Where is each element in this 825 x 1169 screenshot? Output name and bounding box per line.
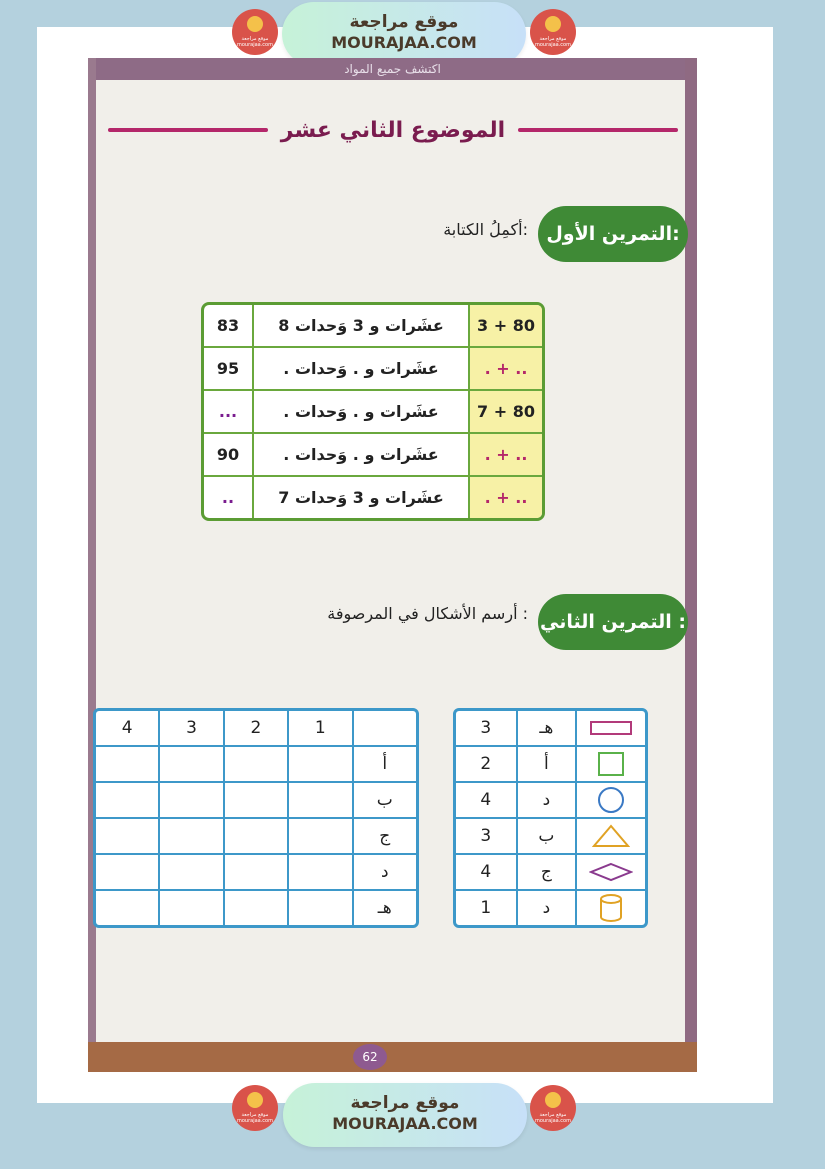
shape-cell xyxy=(575,747,645,783)
shape-row xyxy=(456,891,645,925)
shape-number: 3 xyxy=(456,819,516,855)
number-cell[interactable]: ... xyxy=(204,391,252,434)
grid-col-header: 4 xyxy=(96,711,158,747)
grid-row xyxy=(96,855,416,891)
triangle-icon xyxy=(592,823,630,849)
grid-col-header: 1 xyxy=(287,711,351,747)
number-cell[interactable]: 90 xyxy=(204,434,252,477)
shape-cell xyxy=(575,711,645,747)
shape-number: 4 xyxy=(456,783,516,819)
grid-cell[interactable] xyxy=(287,855,351,891)
grid-cell[interactable] xyxy=(223,747,287,783)
shape-letter: أ xyxy=(516,747,576,783)
grid-cell[interactable] xyxy=(96,819,158,855)
grid-row-header: د xyxy=(352,855,417,891)
exercise1-label: التمرين الأول: xyxy=(538,206,688,262)
grid-row xyxy=(96,747,416,783)
grid-header-row xyxy=(96,711,416,747)
exercise1-instruction: أكمِلُ الكتابة: xyxy=(443,220,528,239)
grid-cell[interactable] xyxy=(223,783,287,819)
grid-row xyxy=(96,891,416,925)
words-cell[interactable]: . عشَرات و . وَحدات xyxy=(252,391,468,434)
exercise1-table xyxy=(201,302,545,521)
shape-cell xyxy=(575,819,645,855)
topic-title-block xyxy=(108,116,678,146)
shape-letter: ب xyxy=(516,819,576,855)
words-cell[interactable]: . عشَرات و . وَحدات xyxy=(252,348,468,391)
shape-row xyxy=(456,855,645,891)
grid-cell[interactable] xyxy=(158,891,222,925)
cylinder-icon xyxy=(598,893,624,923)
drawing-grid xyxy=(93,708,419,928)
grid-row-header: أ xyxy=(352,747,417,783)
table-row xyxy=(204,348,542,391)
words-cell[interactable]: 7 عشَرات و 3 وَحدات xyxy=(252,477,468,518)
expression-cell[interactable]: . + .. xyxy=(468,434,542,477)
exercise2-label: التمرين الثاني : xyxy=(538,594,688,650)
number-cell[interactable]: 83 xyxy=(204,305,252,348)
table-row xyxy=(204,305,542,348)
number-cell[interactable]: .. xyxy=(221,488,235,507)
shape-row xyxy=(456,711,645,747)
grid-cell[interactable] xyxy=(158,783,222,819)
page-right-edge xyxy=(685,58,697,1072)
grid-row xyxy=(96,819,416,855)
grid-row-header: ب xyxy=(352,783,417,819)
grid-row-header: ج xyxy=(352,819,417,855)
shape-number: 3 xyxy=(456,711,516,747)
table-row xyxy=(204,391,542,434)
site-domain: MOURAJAA.COM xyxy=(331,33,477,52)
rectangle-icon xyxy=(589,719,633,737)
topic-title: الموضوع الثاني عشر xyxy=(280,118,506,143)
expression-cell[interactable]: . + .. xyxy=(468,477,542,518)
site-banner-bottom[interactable] xyxy=(283,1083,527,1147)
shape-number: 2 xyxy=(456,747,516,783)
shape-row xyxy=(456,819,645,855)
site-logo-left-bottom[interactable]: موقع مراجعة mourajaa.com xyxy=(232,1085,278,1131)
grid-cell[interactable] xyxy=(158,747,222,783)
site-banner-top[interactable] xyxy=(282,2,526,66)
grid-cell[interactable] xyxy=(223,855,287,891)
exercise2-instruction: أرسم الأشكال في المرصوفة : xyxy=(327,604,528,623)
grid-cell[interactable] xyxy=(96,783,158,819)
grid-cell[interactable] xyxy=(287,891,351,925)
grid-cell[interactable] xyxy=(287,747,351,783)
grid-cell[interactable] xyxy=(287,783,351,819)
title-ornament-left xyxy=(108,128,268,132)
page-number: 62 xyxy=(353,1044,387,1070)
grid-cell[interactable] xyxy=(96,747,158,783)
shapes-table xyxy=(453,708,648,928)
grid-cell[interactable] xyxy=(287,819,351,855)
site-logo-left-top[interactable]: موقع مراجعة mourajaa.com xyxy=(232,9,278,55)
title-ornament-right xyxy=(518,128,678,132)
page-bottom-strip xyxy=(88,1042,697,1072)
grid-cell[interactable] xyxy=(158,855,222,891)
circle-icon xyxy=(597,786,625,814)
rhombus-icon xyxy=(589,862,633,882)
site-name-ar: موقع مراجعة xyxy=(350,1093,460,1113)
expression-cell[interactable]: 3 + 80 xyxy=(468,305,542,348)
grid-row-header: هـ xyxy=(352,891,417,925)
shape-letter: هـ xyxy=(516,711,576,747)
shape-number: 1 xyxy=(480,898,492,918)
grid-row xyxy=(96,783,416,819)
shape-cell xyxy=(575,855,645,891)
shape-letter: د xyxy=(516,891,576,925)
shape-row xyxy=(456,783,645,819)
table-row xyxy=(204,477,542,518)
page-header-strip: اكتشف جميع المواد xyxy=(88,58,697,80)
grid-cell[interactable] xyxy=(223,891,287,925)
site-name-ar: موقع مراجعة xyxy=(349,12,459,32)
shape-cell xyxy=(575,783,645,819)
shape-number: 4 xyxy=(456,855,516,891)
grid-corner-cell xyxy=(352,711,417,747)
shape-letter: د xyxy=(516,783,576,819)
grid-col-header: 2 xyxy=(223,711,287,747)
expression-cell[interactable]: 7 + 80 xyxy=(468,391,542,434)
site-logo-right-bottom[interactable]: موقع مراجعة mourajaa.com xyxy=(530,1085,576,1131)
grid-cell[interactable] xyxy=(158,819,222,855)
table-row xyxy=(204,434,542,477)
words-cell[interactable]: . عشَرات و . وَحدات xyxy=(252,434,468,477)
words-cell[interactable]: 8 عشَرات و 3 وَحدات xyxy=(252,305,468,348)
grid-cell[interactable] xyxy=(223,819,287,855)
scanned-page xyxy=(88,58,697,1072)
number-cell[interactable]: 95 xyxy=(204,348,252,391)
grid-cell[interactable] xyxy=(96,855,158,891)
grid-col-header: 3 xyxy=(158,711,222,747)
grid-cell[interactable] xyxy=(96,891,158,925)
square-icon xyxy=(597,751,625,777)
site-domain: MOURAJAA.COM xyxy=(332,1114,478,1133)
site-logo-right-top[interactable]: موقع مراجعة mourajaa.com xyxy=(530,9,576,55)
shape-cell xyxy=(575,891,645,925)
shape-row xyxy=(456,747,645,783)
shape-letter: ج xyxy=(516,855,576,891)
expression-cell[interactable]: . + .. xyxy=(468,348,542,391)
